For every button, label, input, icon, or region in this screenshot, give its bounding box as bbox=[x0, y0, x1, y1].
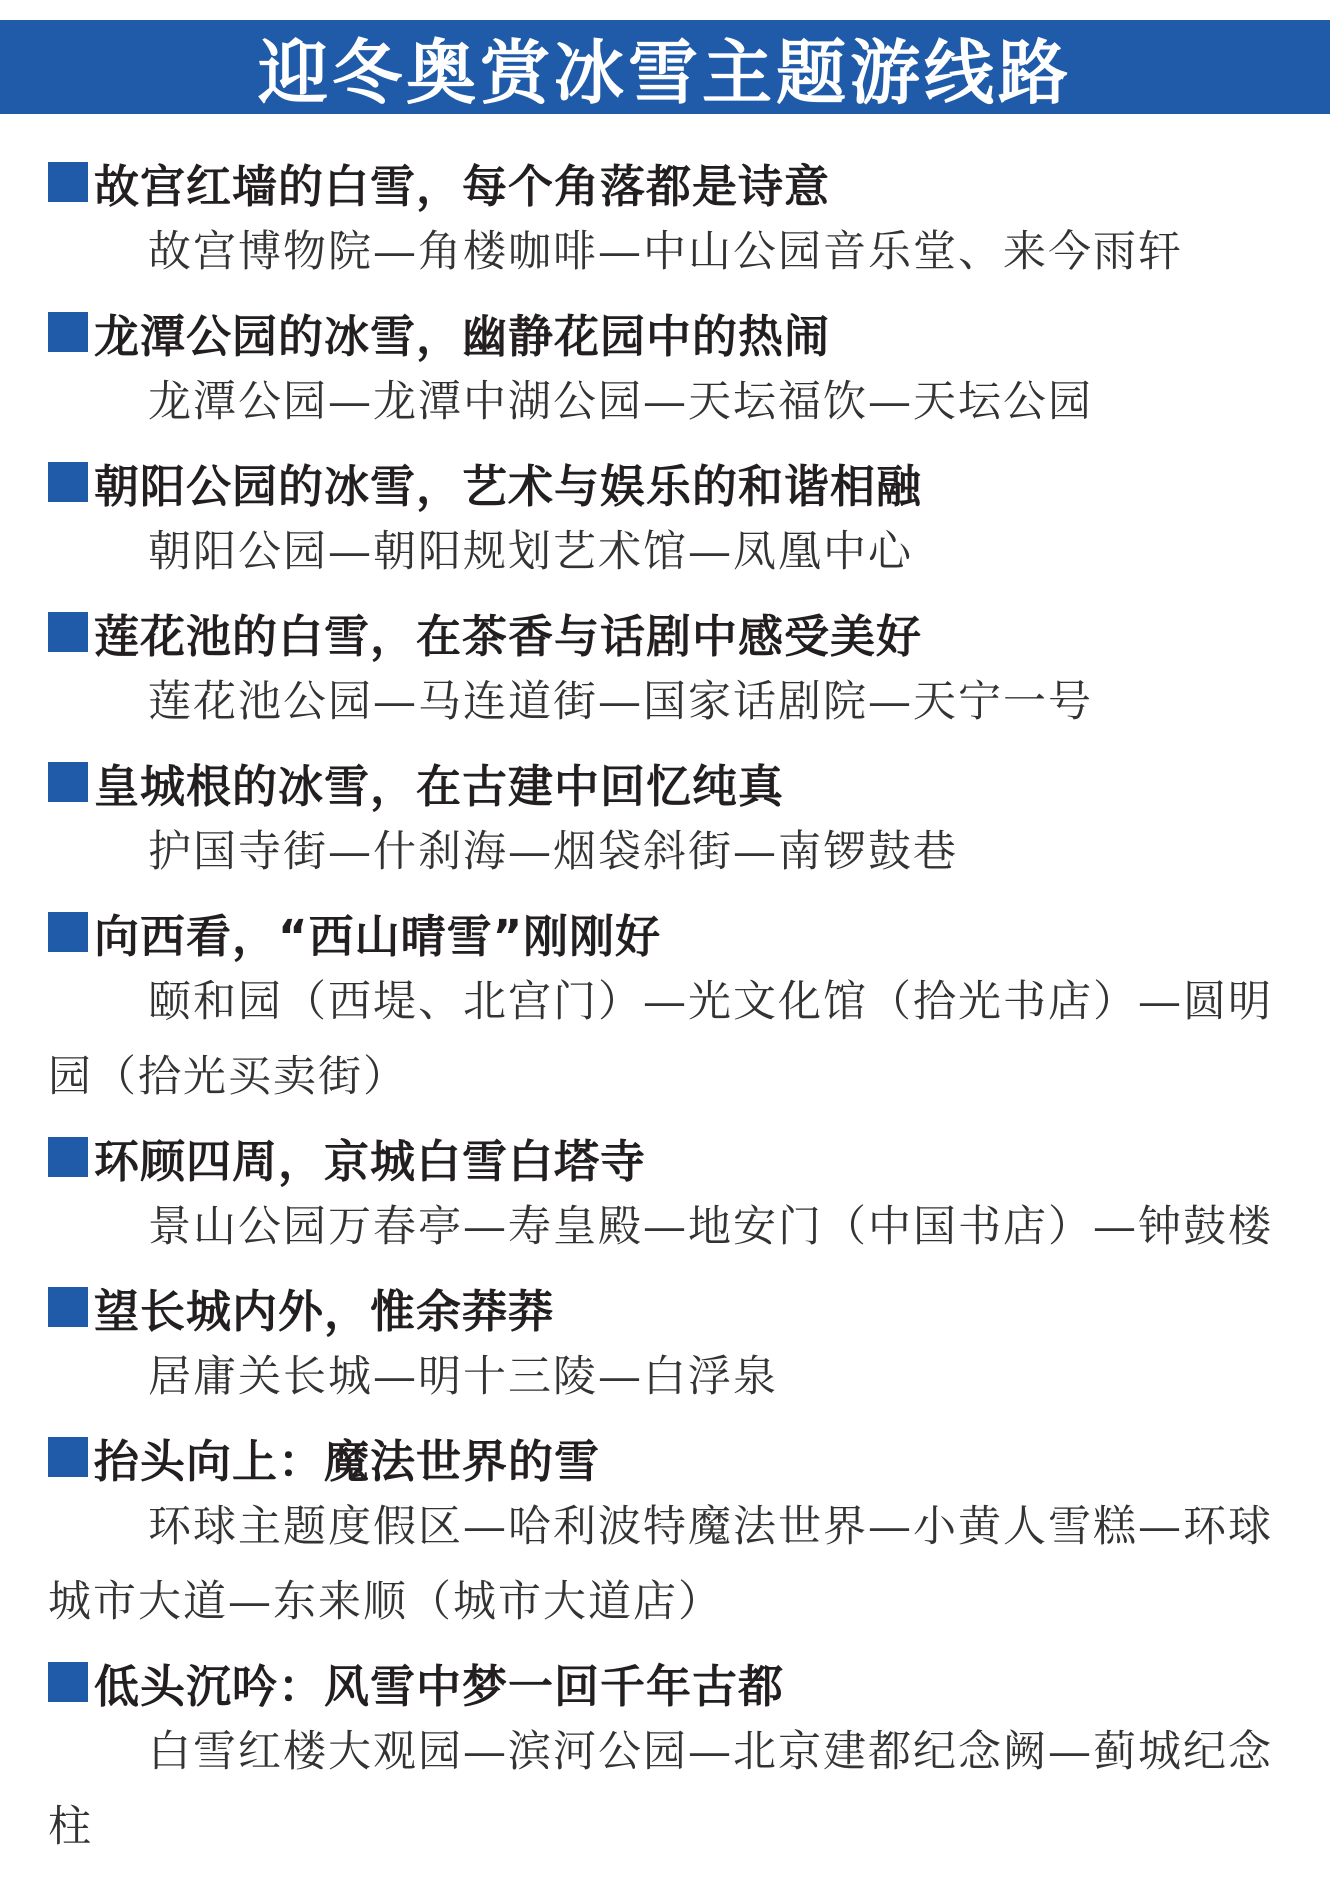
route-heading bbox=[48, 302, 830, 362]
route-stops: 朝阳公园—朝阳规划艺术馆—凤凰中心 bbox=[148, 527, 913, 577]
route-heading bbox=[48, 752, 784, 812]
route-heading-text: 朝阳公园的冰雪，艺术与娱乐的和谐相融 bbox=[94, 459, 923, 513]
square-bullet-icon bbox=[48, 612, 88, 652]
square-bullet-icon bbox=[48, 462, 88, 502]
route-heading bbox=[48, 1127, 646, 1187]
route-heading bbox=[48, 452, 922, 512]
route-heading-text: 龙潭公园的冰雪，幽静花园中的热闹 bbox=[94, 309, 831, 363]
route-stops: 龙潭公园—龙潭中湖公园—天坛福饮—天坛公园 bbox=[148, 377, 1093, 427]
route-heading-text: 向西看，“西山晴雪”刚刚好 bbox=[94, 909, 662, 963]
route-stops: 白雪红楼大观园—滨河公园—北京建都纪念阙—蓟城纪念柱 bbox=[48, 1727, 1273, 1852]
route-heading-text: 望长城内外，惟余莽莽 bbox=[94, 1284, 555, 1338]
route-stops: 莲花池公园—马连道街—国家话剧院—天宁一号 bbox=[148, 677, 1093, 727]
route-stops: 景山公园万春亭—寿皇殿—地安门（中国书店）—钟鼓楼 bbox=[148, 1202, 1273, 1252]
route-heading bbox=[48, 602, 922, 662]
route-heading bbox=[48, 902, 661, 962]
square-bullet-icon bbox=[48, 1137, 88, 1177]
route-heading bbox=[48, 152, 830, 212]
square-bullet-icon bbox=[48, 1437, 88, 1477]
route-heading bbox=[48, 1277, 554, 1337]
route-heading-text: 皇城根的冰雪，在古建中回忆纯真 bbox=[94, 759, 785, 813]
route-heading bbox=[48, 1652, 784, 1712]
square-bullet-icon bbox=[48, 912, 88, 952]
route-heading bbox=[48, 1427, 600, 1487]
route-heading-text: 莲花池的白雪，在茶香与话剧中感受美好 bbox=[94, 609, 923, 663]
square-bullet-icon bbox=[48, 312, 88, 352]
route-stops: 居庸关长城—明十三陵—白浮泉 bbox=[148, 1352, 778, 1402]
route-heading-text: 低头沉吟：风雪中梦一回千年古都 bbox=[94, 1659, 785, 1713]
route-heading-text: 抬头向上：魔法世界的雪 bbox=[94, 1434, 601, 1488]
route-stops: 环球主题度假区—哈利波特魔法世界—小黄人雪糕—环球城市大道—东来顺（城市大道店） bbox=[48, 1502, 1273, 1627]
page-title: 迎冬奥赏冰雪主题游线路 bbox=[258, 31, 1072, 114]
square-bullet-icon bbox=[48, 162, 88, 202]
square-bullet-icon bbox=[48, 1287, 88, 1327]
route-stops: 颐和园（西堤、北宫门）—光文化馆（拾光书店）—圆明园（拾光买卖街） bbox=[48, 977, 1273, 1102]
route-stops: 护国寺街—什刹海—烟袋斜街—南锣鼓巷 bbox=[148, 827, 958, 877]
square-bullet-icon bbox=[48, 762, 88, 802]
route-heading-text: 故宫红墙的白雪，每个角落都是诗意 bbox=[94, 159, 831, 213]
square-bullet-icon bbox=[48, 1662, 88, 1702]
route-heading-text: 环顾四周，京城白雪白塔寺 bbox=[94, 1134, 647, 1188]
route-stops: 故宫博物院—角楼咖啡—中山公园音乐堂、来今雨轩 bbox=[148, 227, 1183, 277]
